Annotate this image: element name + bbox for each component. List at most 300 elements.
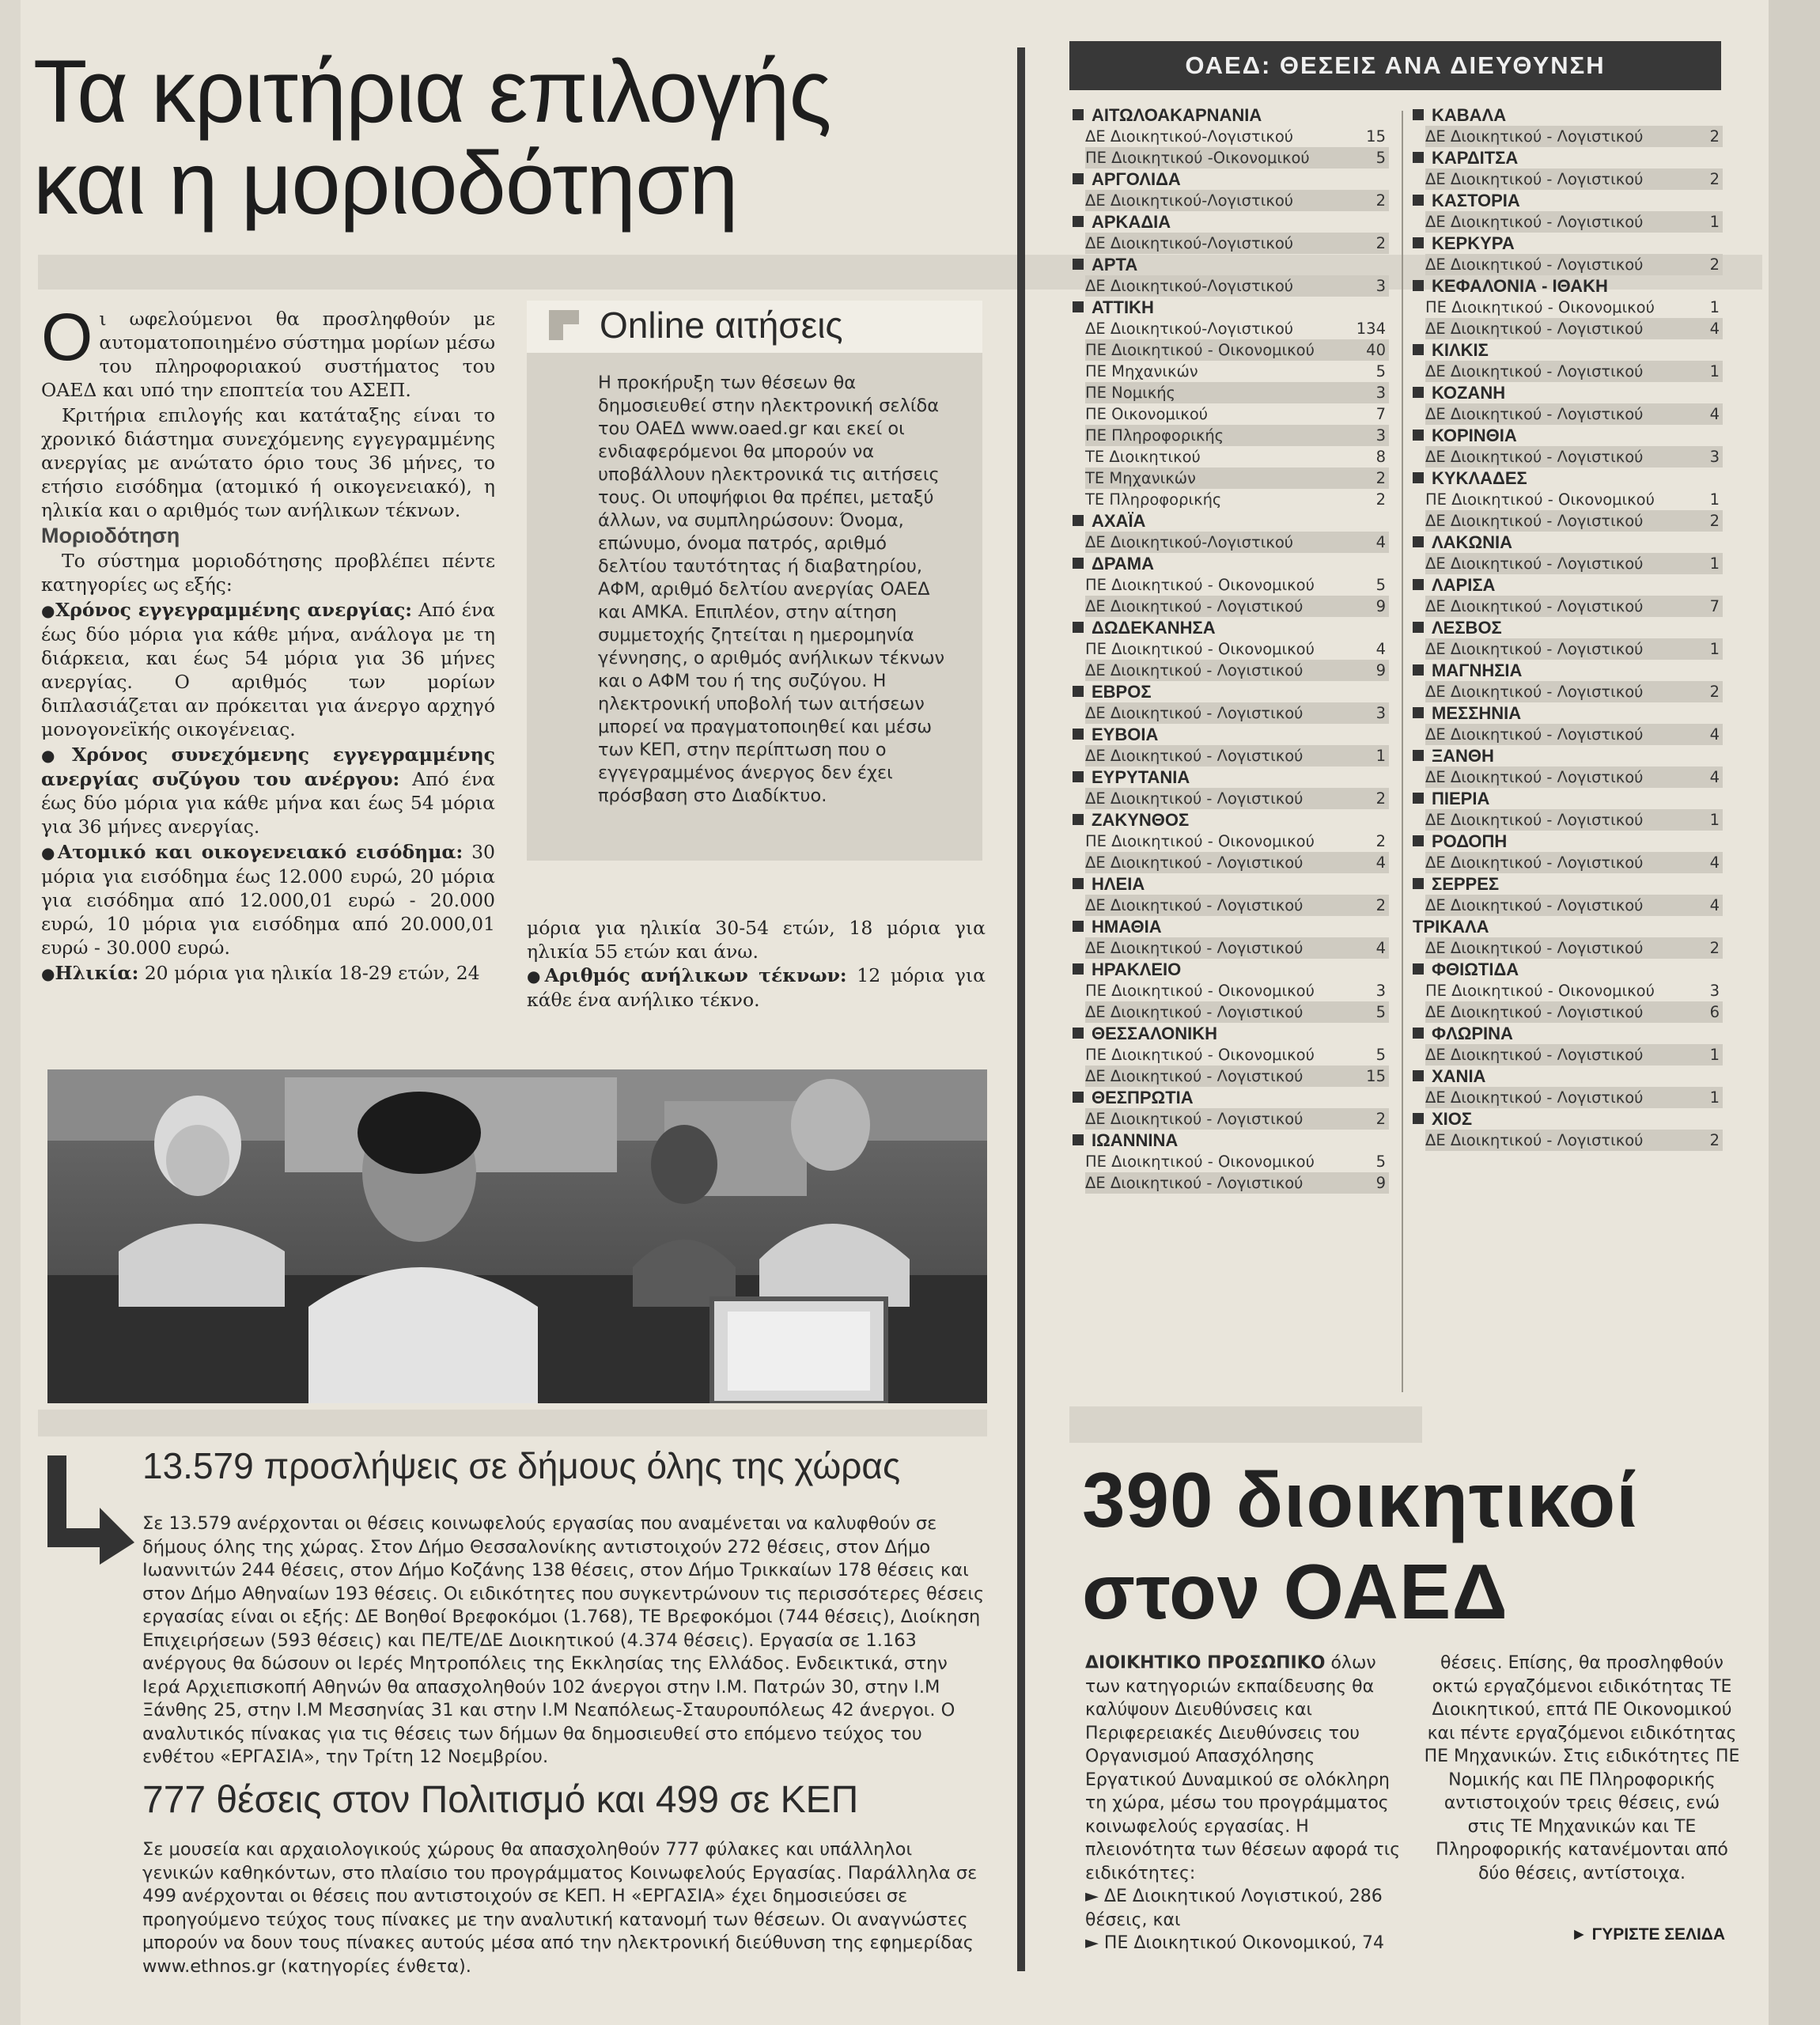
positions-count: 7	[1375, 405, 1386, 423]
square-bullet-icon	[1073, 558, 1084, 569]
region-name: ΖΑΚΥΝΘΟΣ	[1092, 810, 1190, 830]
region-name: ΗΜΑΘΙΑ	[1092, 917, 1162, 937]
criteria-article	[41, 300, 495, 987]
square-bullet-icon	[1073, 259, 1084, 270]
region-heading	[1073, 168, 1389, 190]
specialty-label: ΠΕ Διοικητικού - Οικονομικού	[1085, 640, 1315, 658]
main-headline	[1082, 1454, 1638, 1637]
square-bullet-icon	[1413, 152, 1424, 163]
criterion-item	[527, 963, 986, 1012]
table-row	[1425, 211, 1723, 233]
specialty-label: ΔΕ Διοικητικού - Λογιστικού	[1425, 683, 1644, 701]
table-row	[1425, 510, 1723, 532]
region-name: ΞΑΝΘΗ	[1432, 746, 1494, 766]
region-heading	[1413, 275, 1723, 297]
region-name: ΑΡΓΟΛΙΔΑ	[1092, 169, 1181, 189]
region-name: ΧΙΟΣ	[1432, 1109, 1473, 1129]
positions-count: 8	[1375, 448, 1386, 466]
region-heading	[1413, 660, 1723, 681]
square-bullet-icon	[1413, 835, 1424, 846]
table-row	[1085, 425, 1389, 446]
specialty-label: ΔΕ Διοικητικού - Λογιστικού	[1085, 704, 1304, 722]
table-row	[1085, 1001, 1389, 1023]
region-heading	[1413, 233, 1723, 254]
table-row	[1425, 318, 1723, 339]
article-text: Σε μουσεία και αρχαιολογικούς χώρους θα απασχοληθούν 777 φύλακες και υπάλληλοι γενικών καθηκόντων, στο πλαίσιο του προγράμματος Κοινωφελούς Εργασίας. Παράλληλα σε 499 ανέρχονται οι θέσεις που αντιστοιχούν σε ΚΕΠ. Η «ΕΡΓΑΣΙΑ» έχει δημοσιεύσει σε προηγούμενο τεύχος τους πίνακες με την αναλυτική κατανομή των θέσεων. Οι αναγνώστες μπορούν να δουν τους πίνακες αυτούς μέσα από την ηλεκτρονική διεύθυνση της εφημερίδας www.ethnos.gr (κατηγορίες ένθετα).	[142, 1839, 978, 1977]
region-name: ΕΒΡΟΣ	[1092, 682, 1152, 702]
region-name: ΛΑΡΙΣΑ	[1432, 575, 1496, 595]
specialty-label: ΔΕ Διοικητικού - Λογιστικού	[1085, 939, 1304, 957]
specialty-label: ΠΕ Διοικητικού - Οικονομικού	[1085, 1046, 1315, 1064]
positions-count: 2	[1709, 127, 1720, 146]
square-bullet-icon	[1073, 771, 1084, 782]
region-name: ΦΘΙΩΤΙΔΑ	[1432, 960, 1519, 979]
square-bullet-icon	[1413, 430, 1424, 441]
page-headline	[33, 42, 998, 233]
table-row	[1085, 382, 1389, 403]
office-photo	[47, 1069, 987, 1403]
specialty-item: ► ΠΕ Διοικητικού Οικονομικού, 74	[1085, 1933, 1385, 1953]
table-row	[1425, 403, 1723, 425]
specialty-label: ΠΕ Διοικητικού -Οικονομικού	[1085, 149, 1310, 167]
region-heading	[1413, 147, 1723, 168]
specialty-label: ΠΕ Διοικητικού - Οικονομικού	[1425, 982, 1655, 1000]
page-left-margin	[0, 0, 21, 2025]
criterion-item	[41, 840, 495, 960]
specialty-label: ΔΕ Διοικητικού - Λογιστικού	[1425, 1003, 1644, 1021]
positions-count: 3	[1375, 426, 1386, 445]
specialty-label: ΠΕ Διοικητικού - Οικονομικού	[1085, 1153, 1315, 1171]
table-row	[1085, 937, 1389, 959]
positions-count: 9	[1375, 1174, 1386, 1192]
positions-count: 9	[1375, 661, 1386, 679]
region-name: ΣΕΡΡΕΣ	[1432, 874, 1500, 894]
specialty-label: ΔΕ Διοικητικού - Λογιστικού	[1085, 597, 1304, 615]
criteria-continuation	[527, 916, 986, 1012]
region-name: ΠΙΕΡΙΑ	[1432, 789, 1490, 808]
criterion-text: 20 μόρια για ηλικία 18-29 ετών, 24	[144, 962, 480, 984]
criterion-text: Από ένα έως δύο μόρια για κάθε μήνα, ανάλογα με τη διάρκεια, και έως 54 μόρια για 36 μήνες ανεργίας. Ο αριθμός των μορίων διπλασιάζεται αν πρόκειται για άνεργο αρχηγό μονογονεϊκής οικογένειας.	[41, 599, 495, 740]
table-row	[1425, 361, 1723, 382]
specialty-label: ΔΕ Διοικητικού - Λογιστικού	[1425, 939, 1644, 957]
table-row	[1425, 895, 1723, 916]
specialty-label: ΔΕ Διοικητικού - Λογιστικού	[1085, 1110, 1304, 1128]
square-bullet-icon	[1413, 750, 1424, 761]
specialty-label: ΤΕ Πληροφορικής	[1085, 490, 1222, 509]
square-bullet-icon	[1413, 664, 1424, 676]
table-row	[1085, 532, 1389, 553]
region-heading	[1413, 382, 1723, 403]
positions-count: 1	[1709, 362, 1720, 380]
region-heading	[1413, 339, 1723, 361]
specialty-label: ΤΕ Διοικητικού	[1085, 448, 1201, 466]
table-row	[1425, 937, 1723, 959]
region-name: ΚΟΖΑΝΗ	[1432, 383, 1506, 403]
table-row	[1425, 1044, 1723, 1065]
specialty-label: ΔΕ Διοικητικού-Λογιστικού	[1085, 191, 1294, 210]
positions-count: 4	[1709, 320, 1720, 338]
region-heading	[1073, 766, 1389, 788]
positions-count: 6	[1709, 1003, 1720, 1021]
positions-count: 7	[1709, 597, 1720, 615]
square-bullet-icon	[1413, 387, 1424, 398]
specialty-label: ΠΕ Πληροφορικής	[1085, 426, 1224, 445]
region-name: ΚΕΡΚΥΡΑ	[1432, 233, 1515, 253]
region-name: ΘΕΣΣΑΛΟΝΙΚΗ	[1092, 1024, 1218, 1043]
positions-count: 1	[1709, 298, 1720, 316]
square-bullet-icon	[1073, 1092, 1084, 1103]
intro-paragraph: ι ωφελούμενοι θα προσληφθούν με αυτοματοποιημένο σύστημα μορίων μέσω του πληροφοριακού συστήματος του ΟΑΕΔ και υπό την εποπτεία του ΑΣΕΠ.	[41, 308, 495, 401]
square-bullet-icon	[1413, 707, 1424, 718]
table-row	[1085, 489, 1389, 510]
box-text: Η προκήρυξη των θέσεων θα δημοσιευθεί στην ηλεκτρονική σελίδα του ΟΑΕΔ www.oaed.gr και εκεί οι ενδιαφερόμενοι θα μπορούν να υποβάλλουν ηλεκτρονικά τις αιτήσεις τους. Οι υποψήφιοι θα πρέπει, μεταξύ άλλων, να συμπληρώσουν: Όνομα, επώνυμο, όνομα πατρός, αριθμό δελτίου ταυτότητας ή διαβατηρίου, ΑΦΜ, αριθμό δελτίου ανεργίας ΟΑΕΔ και ΑΜΚΑ. Επιπλέον, στην αίτηση συμμετοχής ζητείται η ημερομηνία γέννησης, ο αριθμός ανήλικων τέκνων και ο ΑΦΜ του ή της συζύγου. Η ηλεκτρονική υποβολή των αιτήσεων μπορεί να πραγματοποιηθεί και μέσω των ΚΕΠ, στην περίπτωση που ο εγγεγραμμένος άνεργος δεν έχει πρόσβαση στο Διαδίκτυο.	[598, 373, 945, 806]
region-heading	[1073, 553, 1389, 574]
positions-count: 4	[1375, 640, 1386, 658]
table-row	[1085, 190, 1389, 211]
positions-count: 2	[1375, 234, 1386, 252]
region-name: ΚΥΚΛΑΔΕΣ	[1432, 468, 1527, 488]
region-heading	[1073, 104, 1389, 126]
positions-count: 1	[1709, 640, 1720, 658]
specialty-label: ΔΕ Διοικητικού - Λογιστικού	[1085, 1003, 1304, 1021]
positions-count: 134	[1356, 320, 1386, 338]
bullet-icon: ●	[41, 964, 55, 983]
specialty-label: ΔΕ Διοικητικού - Λογιστικού	[1085, 789, 1304, 808]
region-name: ΑΡΚΑΔΙΑ	[1092, 212, 1171, 232]
headline-line: και η μοριοδότηση	[33, 134, 738, 233]
bullet-icon: ●	[41, 746, 72, 765]
specialty-label: ΔΕ Διοικητικού - Λογιστικού	[1085, 661, 1304, 679]
table-row	[1085, 446, 1389, 467]
turn-page-link[interactable]: ► ΓΥΡΙΣΤΕ ΣΕΛΙΔΑ	[1571, 1925, 1726, 1944]
specialty-label: ΔΕ Διοικητικού - Λογιστικού	[1425, 320, 1644, 338]
square-bullet-icon	[1073, 963, 1084, 975]
specialty-label: ΠΕ Διοικητικού - Οικονομικού	[1085, 576, 1315, 594]
region-heading	[1413, 425, 1723, 446]
specialty-label: ΔΕ Διοικητικού - Λογιστικού	[1425, 255, 1644, 274]
specialty-label: ΔΕ Διοικητικού - Λογιστικού	[1425, 896, 1644, 914]
positions-count: 3	[1375, 982, 1386, 1000]
region-name: ΚΑΒΑΛΑ	[1432, 105, 1507, 125]
positions-count: 3	[1709, 982, 1720, 1000]
square-bullet-icon	[1073, 1134, 1084, 1145]
drop-cap: Ο	[41, 300, 93, 374]
region-heading	[1073, 617, 1389, 638]
table-row	[1425, 724, 1723, 745]
region-name: ΔΩΔΕΚΑΝΗΣΑ	[1092, 618, 1216, 638]
square-bullet-icon	[1413, 195, 1424, 206]
region-heading	[1073, 1130, 1389, 1151]
specialty-label: ΔΕ Διοικητικού-Λογιστικού	[1085, 277, 1294, 295]
specialty-label: ΔΕ Διοικητικού - Λογιστικού	[1425, 170, 1644, 188]
bullet-icon: ●	[41, 601, 56, 620]
square-bullet-icon	[1073, 216, 1084, 227]
criterion-label: Αριθμός ανήλικων τέκνων:	[544, 964, 847, 986]
bullet-icon: ●	[527, 967, 545, 986]
specialty-label: ΔΕ Διοικητικού - Λογιστικού	[1425, 1046, 1644, 1064]
positions-count: 2	[1375, 789, 1386, 808]
column-divider	[1017, 47, 1025, 1971]
table-row	[1085, 403, 1389, 425]
region-heading	[1413, 916, 1723, 937]
region-heading	[1413, 831, 1723, 852]
positions-count: 1	[1709, 555, 1720, 573]
specialty-label: ΔΕ Διοικητικού - Λογιστικού	[1085, 854, 1304, 872]
positions-count: 2	[1375, 191, 1386, 210]
square-bullet-icon	[1073, 1028, 1084, 1039]
table-row	[1085, 660, 1389, 681]
table-row	[1085, 126, 1389, 147]
region-heading	[1413, 1023, 1723, 1044]
table-row	[1425, 852, 1723, 873]
region-name: ΗΡΑΚΛΕΙΟ	[1092, 960, 1182, 979]
main-story-column	[1085, 1652, 1402, 1955]
square-bullet-icon	[1073, 878, 1084, 889]
region-name: ΡΟΔΟΠΗ	[1432, 831, 1508, 851]
table-row	[1085, 339, 1389, 361]
specialty-item: ► ΔΕ Διοικητικού Λογιστικού, 286 θέσεις, και	[1085, 1887, 1383, 1930]
specialty-label: ΔΕ Διοικητικού - Λογιστικού	[1085, 1067, 1304, 1085]
square-bullet-icon	[1413, 878, 1424, 889]
region-heading	[1413, 702, 1723, 724]
table-row	[1425, 766, 1723, 788]
square-bullet-icon	[1413, 1028, 1424, 1039]
region-name: ΑΧΑΪΑ	[1092, 511, 1146, 531]
criterion-text: μόρια για ηλικία 30-54 ετών, 18 μόρια για ηλικία 55 ετών και άνω.	[527, 917, 986, 963]
square-bullet-icon	[1073, 921, 1084, 932]
table-row	[1085, 361, 1389, 382]
criterion-label: Χρόνος συνεχόμενης εγγεγραμμένης ανεργίας συζύγου του ανέργου:	[41, 744, 495, 790]
positions-count: 3	[1375, 277, 1386, 295]
table-row	[1085, 745, 1389, 766]
positions-count: 2	[1709, 1131, 1720, 1149]
positions-count: 4	[1375, 533, 1386, 551]
square-bullet-icon	[1413, 1070, 1424, 1081]
box-square-inner	[563, 324, 579, 340]
table-row	[1085, 467, 1389, 489]
table-row	[1425, 168, 1723, 190]
specialty-label: ΔΕ Διοικητικού - Λογιστικού	[1425, 512, 1644, 530]
positions-count: 40	[1366, 341, 1386, 359]
region-heading	[1413, 788, 1723, 809]
table-row	[1425, 596, 1723, 617]
region-heading	[1413, 104, 1723, 126]
specialty-label: ΠΕ Μηχανικών	[1085, 362, 1198, 380]
background-band	[1069, 1406, 1422, 1443]
positions-count: 1	[1709, 1088, 1720, 1107]
positions-count: 2	[1709, 255, 1720, 274]
positions-count: 3	[1375, 384, 1386, 402]
table-column-right	[1413, 104, 1723, 1151]
table-row	[1425, 809, 1723, 831]
region-heading	[1073, 916, 1389, 937]
headline-line: 390 διοικητικοί	[1082, 1456, 1639, 1543]
square-bullet-icon	[1413, 963, 1424, 975]
positions-count: 1	[1709, 1046, 1720, 1064]
specialty-label: ΔΕ Διοικητικού - Λογιστικού	[1425, 811, 1644, 829]
specialty-label: ΔΕ Διοικητικού - Λογιστικού	[1425, 448, 1644, 466]
positions-count: 2	[1709, 512, 1720, 530]
table-row	[1085, 147, 1389, 168]
intro-paragraph: Το σύστημα μοριοδότησης προβλέπει πέντε κατηγορίες ως εξής:	[41, 550, 495, 596]
table-row	[1425, 980, 1723, 1001]
region-heading	[1413, 873, 1723, 895]
region-heading	[1413, 574, 1723, 596]
specialty-label: ΠΕ Διοικητικού - Οικονομικού	[1085, 832, 1315, 850]
specialty-label: ΠΕ Διοικητικού - Οικονομικού	[1085, 341, 1315, 359]
region-name: ΜΑΓΝΗΣΙΑ	[1432, 660, 1523, 680]
positions-count: 4	[1709, 896, 1720, 914]
table-row	[1425, 297, 1723, 318]
table-row	[1085, 574, 1389, 596]
table-row	[1085, 980, 1389, 1001]
region-name: ΔΡΑΜΑ	[1092, 554, 1154, 573]
region-heading	[1073, 681, 1389, 702]
region-heading	[1073, 297, 1389, 318]
specialty-label: ΔΕ Διοικητικού - Λογιστικού	[1425, 725, 1644, 744]
criterion-text: Από ένα έως δύο μόρια για κάθε μήνα και έως 54 μόρια για 36 μήνες ανεργίας.	[41, 768, 495, 838]
specialty-label: ΔΕ Διοικητικού - Λογιστικού	[1425, 555, 1644, 573]
specialty-label: ΠΕ Διοικητικού - Οικονομικού	[1425, 298, 1655, 316]
table-row	[1085, 596, 1389, 617]
table-row	[1425, 1001, 1723, 1023]
table-row	[1085, 702, 1389, 724]
lead-caps: ΔΙΟΙΚΗΤΙΚΟ ΠΡΟΣΩΠΙΚΟ	[1085, 1653, 1326, 1673]
table-row	[1085, 638, 1389, 660]
specialty-label: ΔΕ Διοικητικού-Λογιστικού	[1085, 320, 1294, 338]
table-row	[1085, 895, 1389, 916]
positions-count: 2	[1375, 1110, 1386, 1128]
lead-text: όλων των κατηγοριών εκπαίδευσης θα καλύψουν Διευθύνσεις και Περιφερειακές Διευθύνσεις του Οργανισμού Απασχόλησης Εργατικού Δυναμικού σε ολόκληρη τη χώρα, μέσω του προγράμματος κοινωφελούς εργασίας. Η πλειονότητα των θέσεων αφορά τις ειδικότητες:	[1085, 1653, 1401, 1883]
positions-count: 4	[1709, 854, 1720, 872]
square-bullet-icon	[1413, 280, 1424, 291]
table-row	[1085, 1151, 1389, 1172]
specialty-label: ΠΕ Διοικητικού - Οικονομικού	[1425, 490, 1655, 509]
positions-count: 5	[1375, 1003, 1386, 1021]
square-bullet-icon	[1073, 814, 1084, 825]
headline-line: στον ΟΑΕΔ	[1082, 1548, 1508, 1635]
region-heading	[1073, 510, 1389, 532]
specialty-label: ΔΕ Διοικητικού - Λογιστικού	[1425, 640, 1644, 658]
region-heading	[1413, 745, 1723, 766]
positions-count: 2	[1375, 469, 1386, 487]
table-row	[1425, 489, 1723, 510]
region-name: ΗΛΕΙΑ	[1092, 874, 1145, 894]
region-heading	[1413, 467, 1723, 489]
positions-count: 2	[1375, 896, 1386, 914]
specialty-label: ΔΕ Διοικητικού - Λογιστικού	[1425, 127, 1644, 146]
positions-count: 1	[1375, 747, 1386, 765]
square-bullet-icon	[1073, 301, 1084, 312]
region-name: ΚΑΣΤΟΡΙΑ	[1432, 191, 1520, 210]
region-name: ΧΑΝΙΑ	[1432, 1066, 1486, 1086]
region-name: ΘΕΣΠΡΩΤΙΑ	[1092, 1088, 1194, 1107]
page-right-margin	[1769, 0, 1820, 2025]
region-heading	[1413, 1108, 1723, 1130]
table-row	[1085, 275, 1389, 297]
positions-count: 5	[1375, 576, 1386, 594]
region-heading	[1073, 254, 1389, 275]
region-name: ΕΥΒΟΙΑ	[1092, 725, 1159, 744]
table-column-divider	[1402, 111, 1403, 1392]
criterion-text: 12 μόρια για κάθε ένα ανήλικο τέκνο.	[527, 964, 986, 1011]
specialty-label: ΠΕ Διοικητικού - Οικονομικού	[1085, 982, 1315, 1000]
table-row	[1085, 788, 1389, 809]
positions-count: 2	[1375, 490, 1386, 509]
article-title: 13.579 προσλήψεις σε δήμους όλης της χώρας	[142, 1445, 901, 1486]
table-row	[1425, 638, 1723, 660]
specialty-label: ΔΕ Διοικητικού - Λογιστικού	[1425, 597, 1644, 615]
table-row	[1085, 831, 1389, 852]
specialty-label: ΔΕ Διοικητικού - Λογιστικού	[1085, 1174, 1304, 1192]
specialty-label: ΔΕ Διοικητικού - Λογιστικού	[1425, 405, 1644, 423]
positions-count: 2	[1709, 683, 1720, 701]
box-title: Online αιτήσεις	[600, 305, 843, 346]
square-bullet-icon	[1073, 515, 1084, 526]
positions-count: 1	[1709, 490, 1720, 509]
specialty-label: ΔΕ Διοικητικού - Λογιστικού	[1425, 213, 1644, 231]
table-row	[1085, 852, 1389, 873]
square-bullet-icon	[1413, 237, 1424, 248]
headline-line: Τα κριτήρια επιλογής	[33, 42, 831, 141]
region-name: ΦΛΩΡΙΝΑ	[1432, 1024, 1513, 1043]
intro-paragraph: Κριτήρια επιλογής και κατάταξης είναι το χρονικό διάστημα συνεχόμενης εγγεγραμμένης ανεργίας με ανώτατο όριο τους 36 μήνες, το ετήσιο εισόδημα (ατομικό ή οικογενειακό), η ηλικία και ο αριθμός των ανήλικων τέκνων.	[41, 404, 495, 521]
positions-count: 2	[1375, 832, 1386, 850]
specialty-label: ΔΕ Διοικητικού - Λογιστικού	[1425, 854, 1644, 872]
square-bullet-icon	[1073, 686, 1084, 697]
positions-count: 4	[1709, 725, 1720, 744]
bullet-icon: ●	[41, 843, 58, 862]
positions-count: 4	[1709, 768, 1720, 786]
region-name: ΛΕΣΒΟΣ	[1432, 618, 1502, 638]
table-row	[1425, 446, 1723, 467]
region-name: ΚΟΡΙΝΘΙΑ	[1432, 426, 1517, 445]
criterion-item	[41, 961, 495, 986]
table-row	[1425, 1087, 1723, 1108]
square-bullet-icon	[1413, 579, 1424, 590]
region-heading	[1073, 1023, 1389, 1044]
region-heading	[1073, 809, 1389, 831]
specialty-label: ΔΕ Διοικητικού - Λογιστικού	[1085, 896, 1304, 914]
criterion-label: Ηλικία:	[55, 962, 139, 984]
specialty-label: ΔΕ Διοικητικού - Λογιστικού	[1425, 1131, 1644, 1149]
positions-count: 5	[1375, 1046, 1386, 1064]
specialty-label: ΔΕ Διοικητικού - Λογιστικού	[1425, 768, 1644, 786]
table-row	[1425, 126, 1723, 147]
specialty-label: ΠΕ Οικονομικού	[1085, 405, 1209, 423]
square-bullet-icon	[1413, 472, 1424, 483]
table-row	[1085, 233, 1389, 254]
region-name: ΜΕΣΣΗΝΙΑ	[1432, 703, 1522, 723]
region-name: ΛΑΚΩΝΙΑ	[1432, 532, 1512, 552]
square-bullet-icon	[1413, 536, 1424, 547]
square-bullet-icon	[1413, 109, 1424, 120]
region-name: ΑΤΤΙΚΗ	[1092, 297, 1154, 317]
region-heading	[1073, 959, 1389, 980]
positions-count: 2	[1709, 170, 1720, 188]
region-heading	[1413, 532, 1723, 553]
positions-count: 4	[1709, 405, 1720, 423]
table-row	[1425, 254, 1723, 275]
positions-count: 3	[1709, 448, 1720, 466]
background-band	[38, 1410, 987, 1436]
positions-count: 9	[1375, 597, 1386, 615]
table-title: ΟΑΕΔ: ΘΕΣΕΙΣ ΑΝΑ ΔΙΕΥΘΥΝΣΗ	[1069, 41, 1721, 90]
table-row	[1085, 1044, 1389, 1065]
section-subheading: Μοριοδότηση	[41, 524, 180, 547]
region-name: ΚΑΡΔΙΤΣΑ	[1432, 148, 1519, 168]
specialty-label: ΠΕ Νομικής	[1085, 384, 1176, 402]
